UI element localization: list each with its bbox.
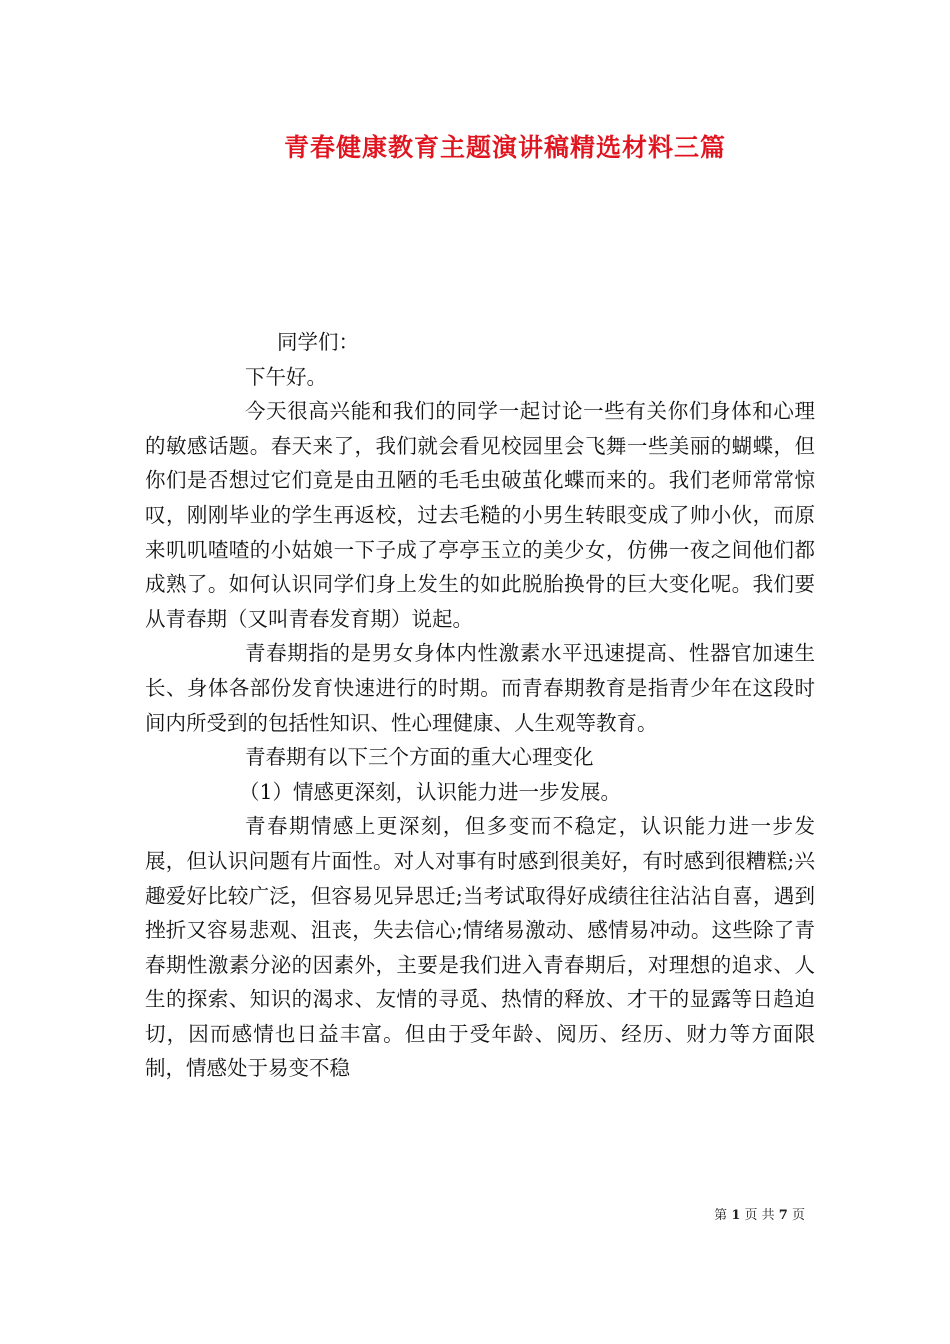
document-body: [145, 325, 815, 1086]
greeting: 同学们：: [277, 330, 359, 354]
current-page-number: 1: [731, 1208, 741, 1223]
paragraph-changes-heading: 青春期有以下三个方面的重大心理变化: [245, 745, 594, 770]
paragraph-emotions: 青春期情感上更深刻，但多变而不稳定，认识能力进一步发展，但认识问题有片面性。对人对事有时感到很美好，有时感到很糟糕;兴趣爱好比较广泛，但容易见异思迁;当考试取得好成绩往往沾沾自喜，遇到挫折又容易悲观、沮丧，失去信心;情绪易激动、感情易冲动。这些除了青春期性激素分泌的因素外，主要是我们进入青春期后，对理想的追求、人生的探索、知识的渴求、友情的寻觅、热情的释放、才干的显露等日趋迫切，因而感情也日益丰富。但由于受年龄、阅历、经历、财力等方面限制，情感处于易变不稳: [145, 814, 815, 1081]
total-page-number: 7: [778, 1208, 788, 1223]
footer-suffix: 页: [791, 1208, 805, 1223]
page-footer: [0, 1204, 805, 1223]
document-title: 青春健康教育主题演讲稿精选材料三篇: [283, 133, 726, 162]
subheading-1: （1）情感更深刻，认识能力进一步发展。: [239, 779, 622, 804]
salutation: 下午好。: [245, 364, 327, 389]
paragraph-intro: 今天很高兴能和我们的同学一起讨论一些有关你们身体和心理的敏感话题。春天来了，我们就会看见校园里会飞舞一些美丽的蝴蝶，但你们是否想过它们竟是由丑陋的毛毛虫破茧化蝶而来的。我们老师常常惊叹，刚刚毕业的学生再返校，过去毛糙的小男生转眼变成了帅小伙，而原来叽叽喳喳的小姑娘一下子成了亭亭玉立的美少女，仿佛一夜之间他们都成熟了。如何认识同学们身上发生的如此脱胎换骨的巨大变化呢。我们要从青春期（又叫青春发育期）说起。: [145, 399, 815, 631]
footer-middle: 页 共: [744, 1208, 775, 1223]
paragraph-definition: 青春期指的是男女身体内性激素水平迅速提高、性器官加速生长、身体各部份发育快速进行的时期。而青春期教育是指青少年在这段时间内所受到的包括性知识、性心理健康、人生观等教育。: [145, 641, 815, 735]
footer-prefix: 第: [714, 1208, 728, 1223]
